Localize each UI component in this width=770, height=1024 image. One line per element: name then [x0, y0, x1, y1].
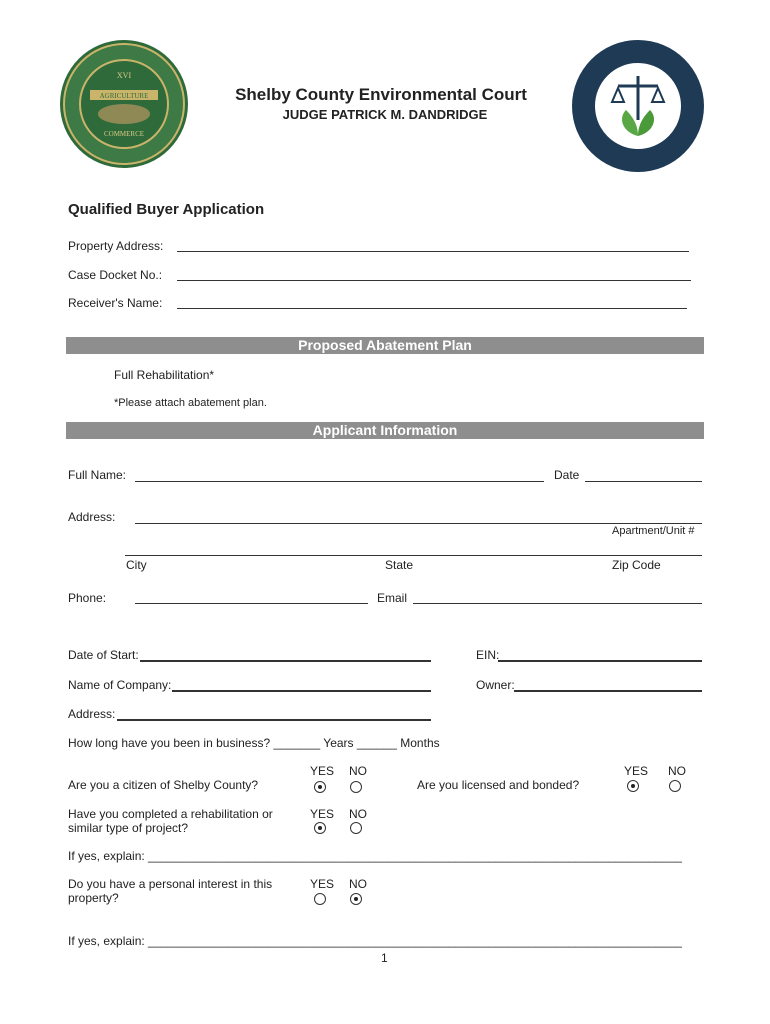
- address-label: Address:: [68, 510, 116, 524]
- full-name-field[interactable]: [135, 481, 544, 482]
- yes-header: YES: [310, 764, 335, 778]
- svg-text:COMMERCE: COMMERCE: [103, 130, 145, 138]
- ein-label: EIN:: [476, 648, 500, 662]
- receiver-name-label: Receiver's Name:: [68, 296, 163, 310]
- date-label: Date: [554, 468, 580, 482]
- page-number: 1: [381, 951, 388, 965]
- company-address-field[interactable]: [117, 719, 431, 721]
- svg-text:AGRICULTURE: AGRICULTURE: [99, 92, 149, 100]
- citizen-question: Are you a citizen of Shelby County?: [68, 778, 259, 792]
- zip-label: Zip Code: [612, 558, 661, 572]
- no-header: NO: [668, 764, 686, 778]
- state-label: State: [385, 558, 414, 572]
- citizen-yes-radio[interactable]: [314, 781, 326, 793]
- ein-field[interactable]: [498, 660, 702, 662]
- explain-line-2[interactable]: If yes, explain: ________________________________________________________________________________: [68, 934, 682, 948]
- address-field[interactable]: [135, 523, 702, 524]
- interest-yes-radio[interactable]: [314, 893, 326, 905]
- environmental-court-seal-logo: [572, 40, 704, 172]
- date-of-start-label: Date of Start:: [68, 648, 139, 662]
- property-address-field[interactable]: [177, 251, 689, 252]
- city-label: City: [126, 558, 147, 572]
- licensed-question: Are you licensed and bonded?: [417, 778, 580, 792]
- case-docket-field[interactable]: [177, 280, 691, 281]
- explain-line-1[interactable]: If yes, explain: ________________________________________________________________________________: [68, 849, 682, 863]
- no-header: NO: [349, 807, 367, 821]
- email-label: Email: [377, 591, 408, 605]
- no-header: NO: [349, 877, 367, 891]
- owner-label: Owner:: [476, 678, 515, 692]
- yes-header: YES: [310, 877, 335, 891]
- rehab-question-line2: similar type of project?: [68, 821, 189, 835]
- case-docket-label: Case Docket No.:: [68, 268, 163, 282]
- company-address-label: Address:: [68, 707, 116, 721]
- licensed-yes-radio[interactable]: [627, 780, 639, 792]
- rehab-no-radio[interactable]: [350, 822, 362, 834]
- rehab-yes-radio[interactable]: [314, 822, 326, 834]
- attach-plan-note: *Please attach abatement plan.: [114, 397, 267, 409]
- company-name-field[interactable]: [172, 690, 431, 692]
- phone-label: Phone:: [68, 591, 107, 605]
- interest-question-line2: property?: [68, 891, 119, 905]
- property-address-label: Property Address:: [68, 239, 164, 253]
- no-header: NO: [349, 764, 367, 778]
- owner-field[interactable]: [514, 690, 702, 692]
- email-field[interactable]: [413, 603, 702, 604]
- phone-field[interactable]: [135, 603, 368, 604]
- full-rehab-option[interactable]: Full Rehabilitation*: [114, 368, 215, 382]
- interest-no-radio[interactable]: [350, 893, 362, 905]
- full-name-label: Full Name:: [68, 468, 127, 482]
- svg-text:XVI: XVI: [116, 71, 132, 80]
- city-state-zip-field[interactable]: [125, 555, 702, 556]
- date-of-start-field[interactable]: [140, 660, 431, 662]
- citizen-no-radio[interactable]: [350, 781, 362, 793]
- yes-header: YES: [624, 764, 649, 778]
- form-heading: Qualified Buyer Application: [68, 201, 265, 218]
- applicant-section-header: Applicant Information: [66, 422, 704, 439]
- business-length-question[interactable]: How long have you been in business? _______ Years ______ Months: [68, 736, 440, 750]
- court-title: Shelby County Environmental Court: [235, 85, 527, 104]
- abatement-section-header: Proposed Abatement Plan: [66, 337, 704, 354]
- rehab-question-line1: Have you completed a rehabilitation or: [68, 807, 273, 821]
- date-field[interactable]: [585, 481, 702, 482]
- yes-header: YES: [310, 807, 335, 821]
- interest-question-line1: Do you have a personal interest in this: [68, 877, 273, 891]
- receiver-name-field[interactable]: [177, 308, 687, 309]
- judge-name: JUDGE PATRICK M. DANDRIDGE: [282, 107, 488, 122]
- company-name-label: Name of Company:: [68, 678, 172, 692]
- apartment-label: Apartment/Unit #: [612, 525, 695, 537]
- licensed-no-radio[interactable]: [669, 780, 681, 792]
